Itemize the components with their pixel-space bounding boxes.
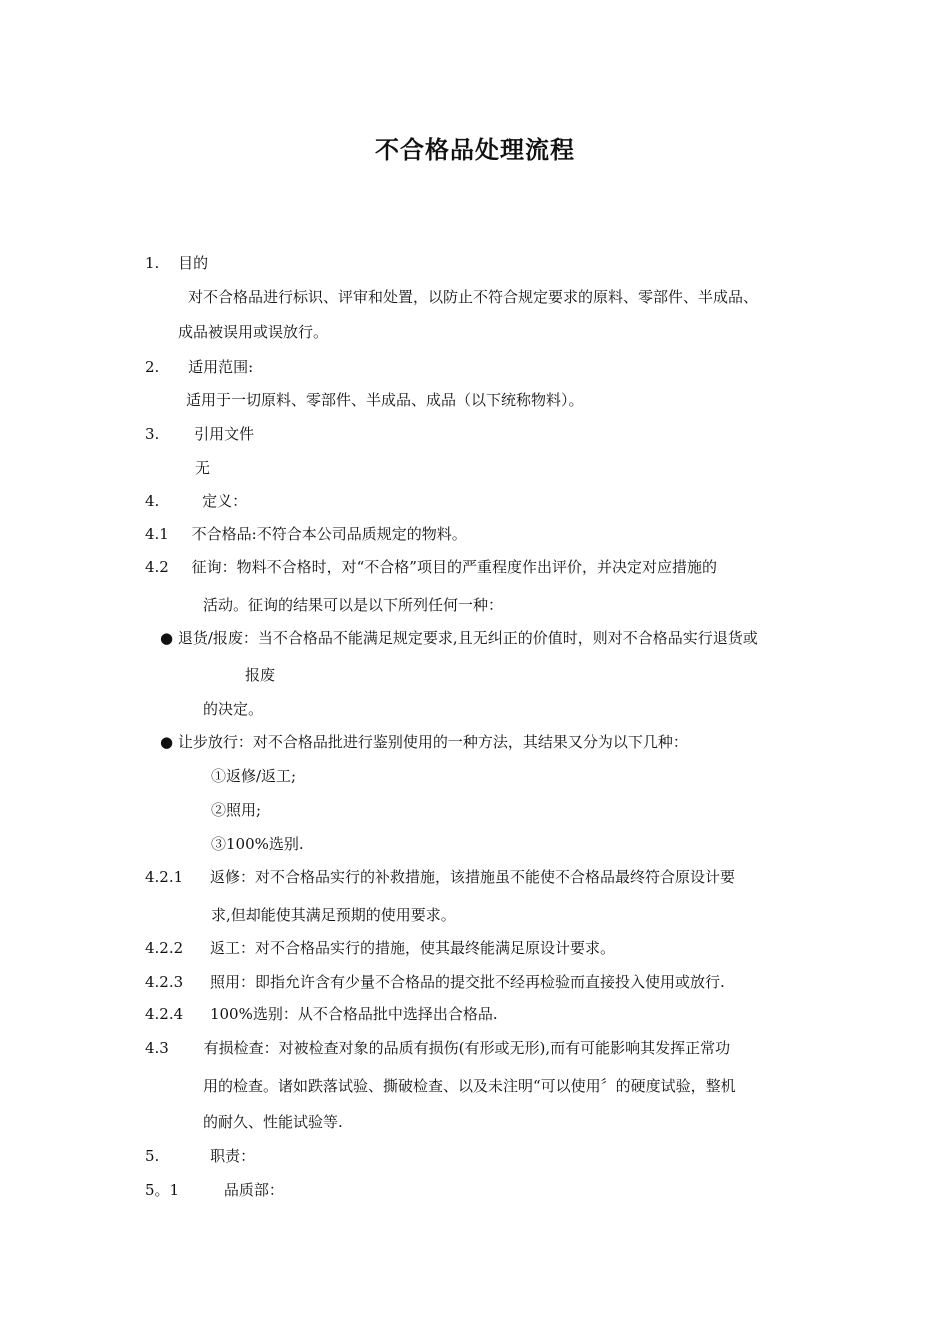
clause-5-1 xyxy=(145,1180,284,1200)
clause-continuation: 活动。征询的结果可以是以下所列任何一种： xyxy=(203,596,504,614)
paragraph: 无 xyxy=(195,459,211,477)
option-item: ①返修/返工; xyxy=(211,767,297,785)
paragraph: 成品被误用或误放行。 xyxy=(178,323,329,341)
clause-number: 4.2 xyxy=(145,558,169,576)
bullet-dot-icon: ● xyxy=(160,629,174,647)
section-title: 目的 xyxy=(178,254,209,272)
section-number: 3. xyxy=(145,425,160,443)
clause-text: 征询：物料不合格时，对“不合格”项目的严重程度作出评价，并决定对应措施的 xyxy=(191,558,717,576)
bullet-dot-icon: ● xyxy=(160,733,174,751)
definition-4-1 xyxy=(145,524,467,544)
clause-text: 不合格品:不符合本公司品质规定的物料。 xyxy=(191,525,467,543)
section-2-heading xyxy=(145,357,253,377)
bullet-text: 让步放行：对不合格品批进行鉴别使用的一种方法，其结果又分为以下几种： xyxy=(177,733,688,751)
option-item: ③100%选别. xyxy=(211,835,304,853)
clause-text: 有损检查：对被检查对象的品质有损伤(有形或无形),而有可能影响其发挥正常功 xyxy=(203,1039,731,1057)
document-title: 不合格品处理流程 xyxy=(375,136,575,164)
section-number: 1. xyxy=(145,254,160,272)
definition-4-2-1 xyxy=(145,867,735,887)
clause-text: 100%选别：从不合格品批中选择出合格品. xyxy=(209,1005,498,1023)
clause-number: 4.2.2 xyxy=(145,939,184,957)
clause-number: 4.2.1 xyxy=(145,868,184,886)
bullet-continuation: 报废 xyxy=(245,666,276,684)
section-title: 引用文件 xyxy=(194,425,255,443)
bullet-item xyxy=(160,628,758,648)
section-title: 定义： xyxy=(202,492,248,510)
paragraph: 对不合格品进行标识、评审和处置，以防止不符合规定要求的原料、零部件、半成品、 xyxy=(188,288,759,306)
definition-4-2-3 xyxy=(145,972,725,992)
clause-number: 4.3 xyxy=(145,1039,169,1057)
clause-text: 返工：对不合格品实行的措施，使其最终能满足原设计要求。 xyxy=(209,939,615,957)
clause-text: 照用：即指允许含有少量不合格品的提交批不经再检验而直接投入使用或放行. xyxy=(209,973,725,991)
bullet-item xyxy=(160,732,688,752)
section-4-heading xyxy=(145,491,247,511)
section-number: 5. xyxy=(145,1147,160,1165)
option-item: ②照用; xyxy=(211,801,262,819)
clause-number: 4.1 xyxy=(145,525,169,543)
clause-text: 返修：对不合格品实行的补救措施，该措施虽不能使不合格品最终符合原设计要 xyxy=(209,868,735,886)
section-number: 4. xyxy=(145,492,160,510)
definition-4-2-2 xyxy=(145,938,615,958)
paragraph: 适用于一切原料、零部件、半成品、成品（以下统称物料）。 xyxy=(186,391,584,409)
section-1-heading xyxy=(145,253,208,273)
section-5-heading xyxy=(145,1146,255,1166)
definition-4-3 xyxy=(145,1038,730,1058)
clause-continuation: 的耐久、性能试验等. xyxy=(203,1113,343,1131)
section-number: 2. xyxy=(145,358,160,376)
clause-number: 4.2.4 xyxy=(145,1005,184,1023)
definition-4-2-4 xyxy=(145,1004,498,1024)
clause-text: 品质部： xyxy=(223,1181,284,1199)
clause-number: 5。1 xyxy=(145,1181,180,1199)
bullet-text: 退货/报废：当不合格品不能满足规定要求,且无纠正的价值时，则对不合格品实行退货或 xyxy=(177,629,758,647)
section-title: 职责： xyxy=(210,1147,256,1165)
section-3-heading xyxy=(145,424,254,444)
clause-continuation: 求,但却能使其满足预期的使用要求。 xyxy=(211,906,456,924)
definition-4-2 xyxy=(145,557,717,577)
section-title: 适用范围: xyxy=(188,358,254,376)
clause-continuation: 用的检查。诸如跌落试验、撕破检查、以及未注明“可以使用〞的硬度试验，整机 xyxy=(203,1077,736,1095)
clause-number: 4.2.3 xyxy=(145,973,184,991)
bullet-continuation: 的决定。 xyxy=(203,700,264,718)
